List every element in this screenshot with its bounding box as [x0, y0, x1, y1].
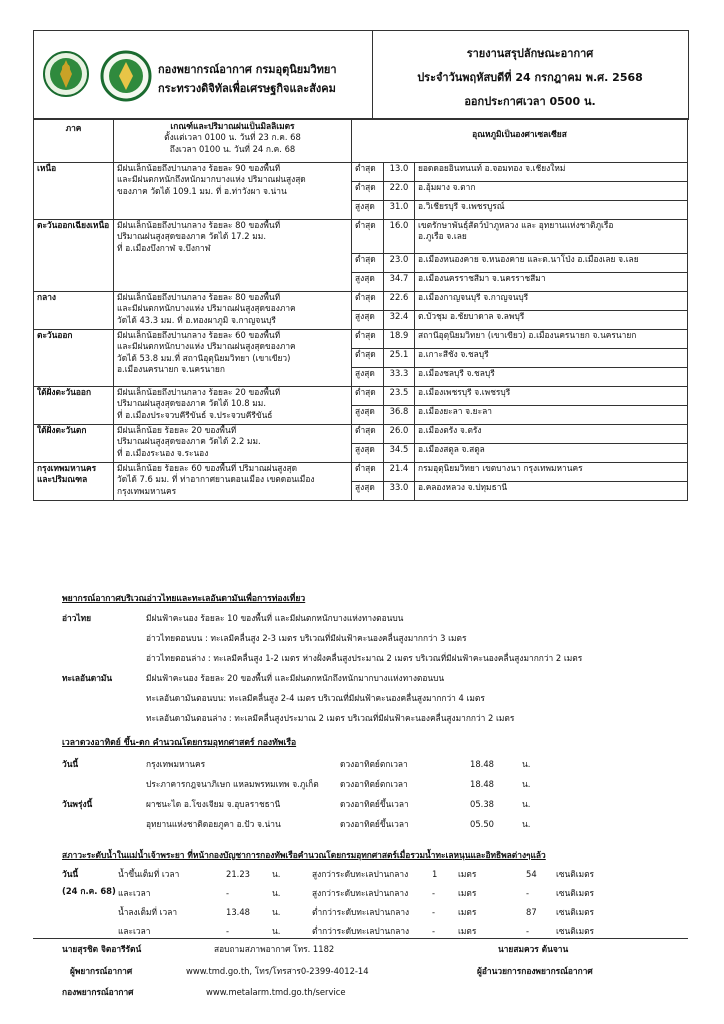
temp-place [415, 406, 688, 425]
tide-meters-unit: เมตร [458, 888, 477, 898]
region-name-text: ใต้ฝั่งตะวันตก [37, 425, 87, 435]
tide-relation: ต่ำกว่าระดับทะเลปานกลาง [312, 926, 410, 936]
header-region: ภาค [34, 119, 114, 163]
rain-line: วัดได้ 53.8 มม.ที่ สถานีอุตุนิยมวิทยา (เขาเขียว) [117, 352, 291, 363]
temp-place-text: อ.เมืองตรัง จ.ตรัง [418, 425, 482, 435]
tide-unit: น. [272, 907, 281, 917]
temp-kind: ต่ำสุด [352, 254, 384, 273]
tide-meters-unit: เมตร [458, 907, 477, 917]
temp-place [415, 273, 688, 292]
andaman-label: ทะเลอันดามัน [62, 673, 113, 683]
sun-unit: น. [522, 779, 531, 789]
region-name-text-2: และปริมณฑล [37, 474, 88, 485]
sun-place: กรุงเทพมหานคร [146, 759, 206, 769]
rain-line: วัดได้ 43.3 มม. ที่ อ.ทองผาภูมิ จ.กาญจนบุรี [117, 314, 276, 325]
rain-line: และมีฝนตกหนักบางแห่ง ปริมาณฝนสูงสุดของภาค [117, 341, 296, 352]
temp-place [415, 387, 688, 406]
rain-line: ปริมาณฝนสูงสุดของภาค วัดได้ 17.2 มม. [117, 231, 266, 242]
temp-value: 16.0 [384, 220, 415, 254]
rain-line: ปริมาณฝนสูงสุดของภาค วัดได้ 10.8 มม. [117, 398, 266, 409]
tide-label: น้ำขึ้นเต็มที่ เวลา [118, 869, 180, 879]
tide-cm-unit: เซนติเมตร [556, 869, 595, 879]
temp-value: 26.0 [384, 425, 415, 444]
temp-kind: ต่ำสุด [352, 425, 384, 444]
region-rain [114, 330, 352, 387]
temp-kind: ต่ำสุด [352, 330, 384, 349]
temp-place-text: อ.คลองหลวง จ.ปทุมธานี [418, 482, 508, 492]
sun-place: ประภาคารกฎจนาภิเษก แหลมพรหมเทพ จ.ภูเก็ต [146, 779, 319, 789]
region-name [34, 387, 114, 425]
temp-kind: ต่ำสุด [352, 463, 384, 482]
sun-today-label: วันนี้ [62, 759, 79, 769]
header-temp: อุณหภูมิเป็นองศาเซลเซียส [352, 119, 688, 163]
gulf-line-1: มีฝนฟ้าคะนอง ร้อยละ 10 ของพื้นที่ และมีฝนตกหนักบางแห่งทางตอนบน [146, 613, 404, 623]
temp-place-text: อ.วิเชียรบุรี จ.เพชรบูรณ์ [418, 201, 505, 211]
header-rain-to: ถึงเวลา 0100 น. วันที่ 24 ก.ค. 68 [169, 143, 296, 154]
rain-line: ที่ อ.เมืองระนอง จ.ระนอง [117, 447, 209, 458]
org-name-1: กองพยากรณ์อากาศ กรมอุตุนิยมวิทยา [158, 63, 337, 76]
temp-value: 13.0 [384, 163, 415, 182]
tide-relation: ต่ำกว่าระดับทะเลปานกลาง [312, 907, 410, 917]
andaman-line-2: ทะเลอันดามันตอนบน: ทะเลมีคลื่นสูง 2-4 เมตร บริเวณที่มีฝนฟ้าคะนองคลื่นสูงมากกว่า 4 เมตร [146, 693, 485, 703]
temp-place [415, 444, 688, 463]
sun-event: ดวงอาทิตย์ตกเวลา [340, 779, 408, 789]
temp-place-text: อ.เกาะสีชัง จ.ชลบุรี [418, 349, 489, 359]
region-rain [114, 163, 352, 220]
rain-line: วัดได้ 7.6 มม. ที่ ท่าอากาศยานดอนเมือง เขตดอนเมือง [117, 474, 315, 485]
temp-place-text: อ.เมืองกาญจนบุรี จ.กาญจนบุรี [418, 292, 529, 302]
temp-value: 33.3 [384, 368, 415, 387]
temp-value: 34.5 [384, 444, 415, 463]
sun-place: อุทยานแห่งชาติดอยภูคา อ.ปัว จ.น่าน [146, 819, 281, 829]
tide-time: - [226, 888, 230, 898]
rain-line: กรุงเทพมหานคร [117, 485, 177, 496]
region-name [34, 292, 114, 330]
region-rain [114, 220, 352, 292]
temp-value: 23.5 [384, 387, 415, 406]
header-rain-from: ตั้งแต่เวลา 0100 น. วันที่ 23 ก.ค. 68 [164, 132, 301, 143]
region-rain [114, 425, 352, 463]
temp-kind: สูงสุด [352, 482, 384, 501]
sun-unit: น. [522, 799, 531, 809]
region-temp-row [34, 463, 688, 482]
sun-time: 18.48 [470, 779, 494, 789]
temp-place [415, 182, 688, 201]
tide-time: 21.23 [226, 869, 250, 879]
tide-relation: สูงกว่าระดับทะเลปานกลาง [312, 888, 409, 898]
andaman-line-3: ทะเลอันดามันตอนล่าง : ทะเลมีคลื่นสูงประมาณ 2 เมตร บริเวณที่มีฝนฟ้าคะนองคลื่นสูงมากกว่า 2 เมตร [146, 713, 515, 723]
temp-kind: สูงสุด [352, 311, 384, 330]
tide-meters: - [432, 907, 436, 917]
rain-line: ปริมาณฝนสูงสุดของภาค วัดได้ 2.2 มม. [117, 436, 261, 447]
website-link[interactable]: www.tmd.go.th, โทร/โทรสาร0-2399-4012-14 [186, 966, 369, 976]
report-date: ประจำวันพฤหัสบดีที่ 24 กรกฎาคม พ.ศ. 2568 [417, 71, 643, 84]
temp-place-text: อ.เมืองนครราชสีมา จ.นครราชสีมา [418, 273, 546, 283]
sun-event: ดวงอาทิตย์ขึ้นเวลา [340, 799, 409, 809]
director-name: นายสมควร ต้นจาน [498, 944, 569, 954]
rain-line: มีฝนเล็กน้อยถึงปานกลาง ร้อยละ 60 ของพื้นที่ [117, 330, 281, 340]
region-name-text: เหนือ [37, 163, 57, 173]
temp-place-text: ต.บัวชุม อ.ชัยบาดาล จ.ลพบุรี [418, 311, 525, 321]
temp-kind: ต่ำสุด [352, 220, 384, 254]
region-name [34, 163, 114, 220]
sun-heading: เวลาดวงอาทิตย์ ขึ้น-ตก คำนวณโดยกรมอุทกศาสตร์ กองทัพเรือ [62, 738, 297, 748]
tide-label: และเวลา [118, 926, 151, 936]
region-name-text: กลาง [37, 292, 56, 302]
sea-heading: พยากรณ์อากาศบริเวณอ่าวไทยและทะเลอันดามันเพื่อการท่องเที่ยว [62, 594, 306, 604]
temp-kind: สูงสุด [352, 273, 384, 292]
tide-time: - [226, 926, 230, 936]
temp-value: 33.0 [384, 482, 415, 501]
region-temp-row [34, 220, 688, 254]
region-name-text: กรุงเทพมหานคร [37, 463, 97, 473]
temp-place [415, 482, 688, 501]
temp-kind: ต่ำสุด [352, 182, 384, 201]
temp-place [415, 201, 688, 220]
tide-cm: - [526, 926, 530, 936]
temp-place [415, 349, 688, 368]
temp-place [415, 368, 688, 387]
temp-place-text: กรมอุตุนิยมวิทยา เขตบางนา กรุงเทพมหานคร [418, 463, 583, 473]
sun-tomorrow-label: วันพรุ่งนี้ [62, 799, 93, 809]
tide-label: และเวลา [118, 888, 151, 898]
tide-meters-unit: เมตร [458, 869, 477, 879]
tide-meters: - [432, 926, 436, 936]
tide-unit: น. [272, 926, 281, 936]
temp-place [415, 254, 688, 273]
temp-place-text-2: อ.ภูเรือ จ.เลย [418, 231, 467, 242]
region-rain [114, 292, 352, 330]
report-title: รายงานสรุปลักษณะอากาศ [466, 47, 594, 60]
temp-kind: ต่ำสุด [352, 349, 384, 368]
tide-time: 13.48 [226, 907, 250, 917]
tide-relation: สูงกว่าระดับทะเลปานกลาง [312, 869, 409, 879]
header-rain-title: เกณฑ์และปริมาณฝนเป็นมิลลิเมตร [170, 121, 295, 131]
temp-kind: สูงสุด [352, 406, 384, 425]
temp-place [415, 220, 688, 254]
sun-time: 05.50 [470, 819, 494, 829]
rain-line: มีฝนเล็กน้อย ร้อยละ 20 ของพื้นที่ [117, 425, 237, 435]
temp-value: 23.0 [384, 254, 415, 273]
region-name [34, 220, 114, 292]
temp-place-text: ยอดดอยอินทนนท์ อ.จอมทอง จ.เชียงใหม่ [418, 163, 566, 173]
temp-kind: สูงสุด [352, 201, 384, 220]
region-name-text: ตะวันออก [37, 330, 73, 340]
region-name [34, 463, 114, 501]
region-temp-row [34, 163, 688, 182]
rain-line: อ.เมืองนครนายก จ.นครนายก [117, 364, 225, 375]
temp-place-text: อ.เมืองชลบุรี จ.ชลบุรี [418, 368, 495, 378]
contact-phone: สอบถามสภาพอากาศ โทร. 1182 [214, 944, 335, 954]
gulf-label: อ่าวไทย [62, 613, 92, 623]
region-temp-row [34, 387, 688, 406]
sun-event: ดวงอาทิตย์ตกเวลา [340, 759, 408, 769]
region-name-text: ใต้ฝั่งตะวันออก [37, 387, 92, 397]
region-name [34, 330, 114, 387]
temp-value: 31.0 [384, 201, 415, 220]
temp-place-text: อ.เมืองหนองคาย จ.หนองคาย และต.นาโป่ง อ.เมืองเลย จ.เลย [418, 254, 639, 264]
tide-unit: น. [272, 869, 281, 879]
temp-kind: ต่ำสุด [352, 292, 384, 311]
tide-meters: 1 [432, 869, 438, 879]
rain-line: ของภาค วัดได้ 109.1 มม. ที่ อ.ท่าวังผา จ.น่าน [117, 185, 287, 196]
temp-value: 18.9 [384, 330, 415, 349]
temp-place [415, 330, 688, 349]
tide-day-date: (24 ก.ค. 68) [62, 886, 116, 896]
temp-value: 36.8 [384, 406, 415, 425]
temp-place [415, 463, 688, 482]
temp-value: 21.4 [384, 463, 415, 482]
gulf-line-3: อ่าวไทยตอนล่าง : ทะเลมีคลื่นสูง 1-2 เมตร ห่างฝั่งคลื่นสูงประมาณ 2 เมตร บริเวณที่มีฝนฟ้าคะนองคลื่นสูงมากกว่า 2 เมตร [146, 653, 583, 663]
rain-line: มีฝนเล็กน้อยถึงปานกลาง ร้อยละ 90 ของพื้นที่ [117, 163, 281, 173]
temp-place-text: อ.เมืองยะลา จ.ยะลา [418, 406, 492, 416]
temp-place [415, 292, 688, 311]
rain-line: มีฝนเล็กน้อยถึงปานกลาง ร้อยละ 80 ของพื้นที่ [117, 292, 281, 302]
rain-line: มีฝนเล็กน้อย ร้อยละ 60 ของพื้นที่ ปริมาณฝนสูงสุด [117, 463, 298, 473]
sun-event: ดวงอาทิตย์ขึ้นเวลา [340, 819, 409, 829]
temp-kind: สูงสุด [352, 444, 384, 463]
temp-place-text: เขตรักษาพันธุ์สัตว์ป่าภูหลวง และ อุทยานแห่งชาติภูเรือ [418, 220, 614, 230]
temp-value: 22.0 [384, 182, 415, 201]
tide-label: น้ำลงเต็มที่ เวลา [118, 907, 178, 917]
sun-time: 18.48 [470, 759, 494, 769]
tide-meters-unit: เมตร [458, 926, 477, 936]
andaman-line-1: มีฝนฟ้าคะนอง ร้อยละ 20 ของพื้นที่ และมีฝนตกหนักถึงหนักมากบางแห่งทางตอนบน [146, 673, 445, 683]
rain-line: ที่ อ.เมืองประจวบคีรีขันธ์ จ.ประจวบคีรีขันธ์ [117, 409, 273, 420]
temp-place-text: อ.เมืองสตูล จ.สตูล [418, 444, 485, 454]
sun-time: 05.38 [470, 799, 494, 809]
gulf-line-2: อ่าวไทยตอนบน : ทะเลมีคลื่นสูง 2-3 เมตร บริเวณที่มีฝนฟ้าคะนองคลื่นสูงมากกว่า 3 เมตร [146, 633, 467, 643]
sun-unit: น. [522, 759, 531, 769]
tide-day-label: วันนี้ [62, 869, 79, 879]
tide-meters: - [432, 888, 436, 898]
region-name [34, 425, 114, 463]
ministry-logo [100, 50, 152, 102]
rain-line: และมีฝนตกหนักบางแห่ง ปริมาณฝนสูงสุดของภาค [117, 303, 296, 314]
tide-cm: 87 [526, 907, 537, 917]
metalarm-link[interactable]: www.metalarm.tmd.go.th/service [206, 987, 346, 997]
temp-kind: ต่ำสุด [352, 163, 384, 182]
rain-line: ที่ อ.เมืองบึงกาฬ จ.บึงกาฬ [117, 242, 211, 253]
forecaster-org: กองพยากรณ์อากาศ [62, 987, 134, 997]
region-temp-row [34, 292, 688, 311]
temp-kind: สูงสุด [352, 368, 384, 387]
temp-value: 34.7 [384, 273, 415, 292]
tide-cm-unit: เซนติเมตร [556, 888, 595, 898]
header-rain [114, 119, 352, 163]
sun-unit: น. [522, 819, 531, 829]
forecaster-role: ผู้พยากรณ์อากาศ [70, 966, 133, 976]
tide-cm-unit: เซนติเมตร [556, 926, 595, 936]
temp-value: 32.4 [384, 311, 415, 330]
weather-table [33, 118, 688, 501]
temp-place-text: สถานีอุตุนิยมวิทยา (เขาเขียว) อ.เมืองนครนายก จ.นครนายก [418, 330, 637, 340]
temp-place-text: อ.อุ้มผาง จ.ตาก [418, 182, 476, 192]
forecaster-name: นายสุรชิต จิตอารีรัตน์ [62, 944, 142, 954]
org-name-2: กระทรวงดิจิทัลเพื่อเศรษฐกิจและสังคม [158, 82, 336, 95]
temp-place [415, 425, 688, 444]
temp-place [415, 311, 688, 330]
rain-line: มีฝนเล็กน้อยถึงปานกลาง ร้อยละ 20 ของพื้นที่ [117, 387, 281, 397]
region-name-text: ตะวันออกเฉียงเหนือ [37, 220, 110, 230]
region-rain [114, 387, 352, 425]
temp-place [415, 163, 688, 182]
temp-kind: ต่ำสุด [352, 387, 384, 406]
rain-line: และมีฝนตกหนักถึงหนักมากบางแห่ง ปริมาณฝนสูงสุด [117, 174, 306, 185]
temp-value: 25.1 [384, 349, 415, 368]
rain-line: มีฝนเล็กน้อยถึงปานกลาง ร้อยละ 80 ของพื้นที่ [117, 220, 281, 230]
region-temp-row [34, 425, 688, 444]
footer-divider [33, 938, 688, 939]
region-rain [114, 463, 352, 501]
tide-heading: สภาวะระดับน้ำในแม่น้ำเจ้าพระยา ที่หน้ากองบัญชาการกองทัพเรือคำนวณโดยกรมอุทกศาสตร์เมื่อรวมน้ำทะเลหนุนและอิทธิพลต่างๆแล้ว [62, 850, 546, 860]
tide-unit: น. [272, 888, 281, 898]
temp-value: 22.6 [384, 292, 415, 311]
tide-cm: 54 [526, 869, 537, 879]
temp-place-text: อ.เมืองเพชรบุรี จ.เพชรบุรี [418, 387, 511, 397]
director-role: ผู้อำนวยการกองพยากรณ์อากาศ [477, 966, 593, 976]
sun-place: ผาชนะได อ.โขงเจียม จ.อุบลราชธานี [146, 799, 281, 809]
tide-cm-unit: เซนติเมตร [556, 907, 595, 917]
tmd-logo [42, 50, 90, 98]
issue-time: ออกประกาศเวลา 0500 น. [464, 95, 596, 108]
region-temp-row [34, 330, 688, 349]
tide-cm: - [526, 888, 530, 898]
